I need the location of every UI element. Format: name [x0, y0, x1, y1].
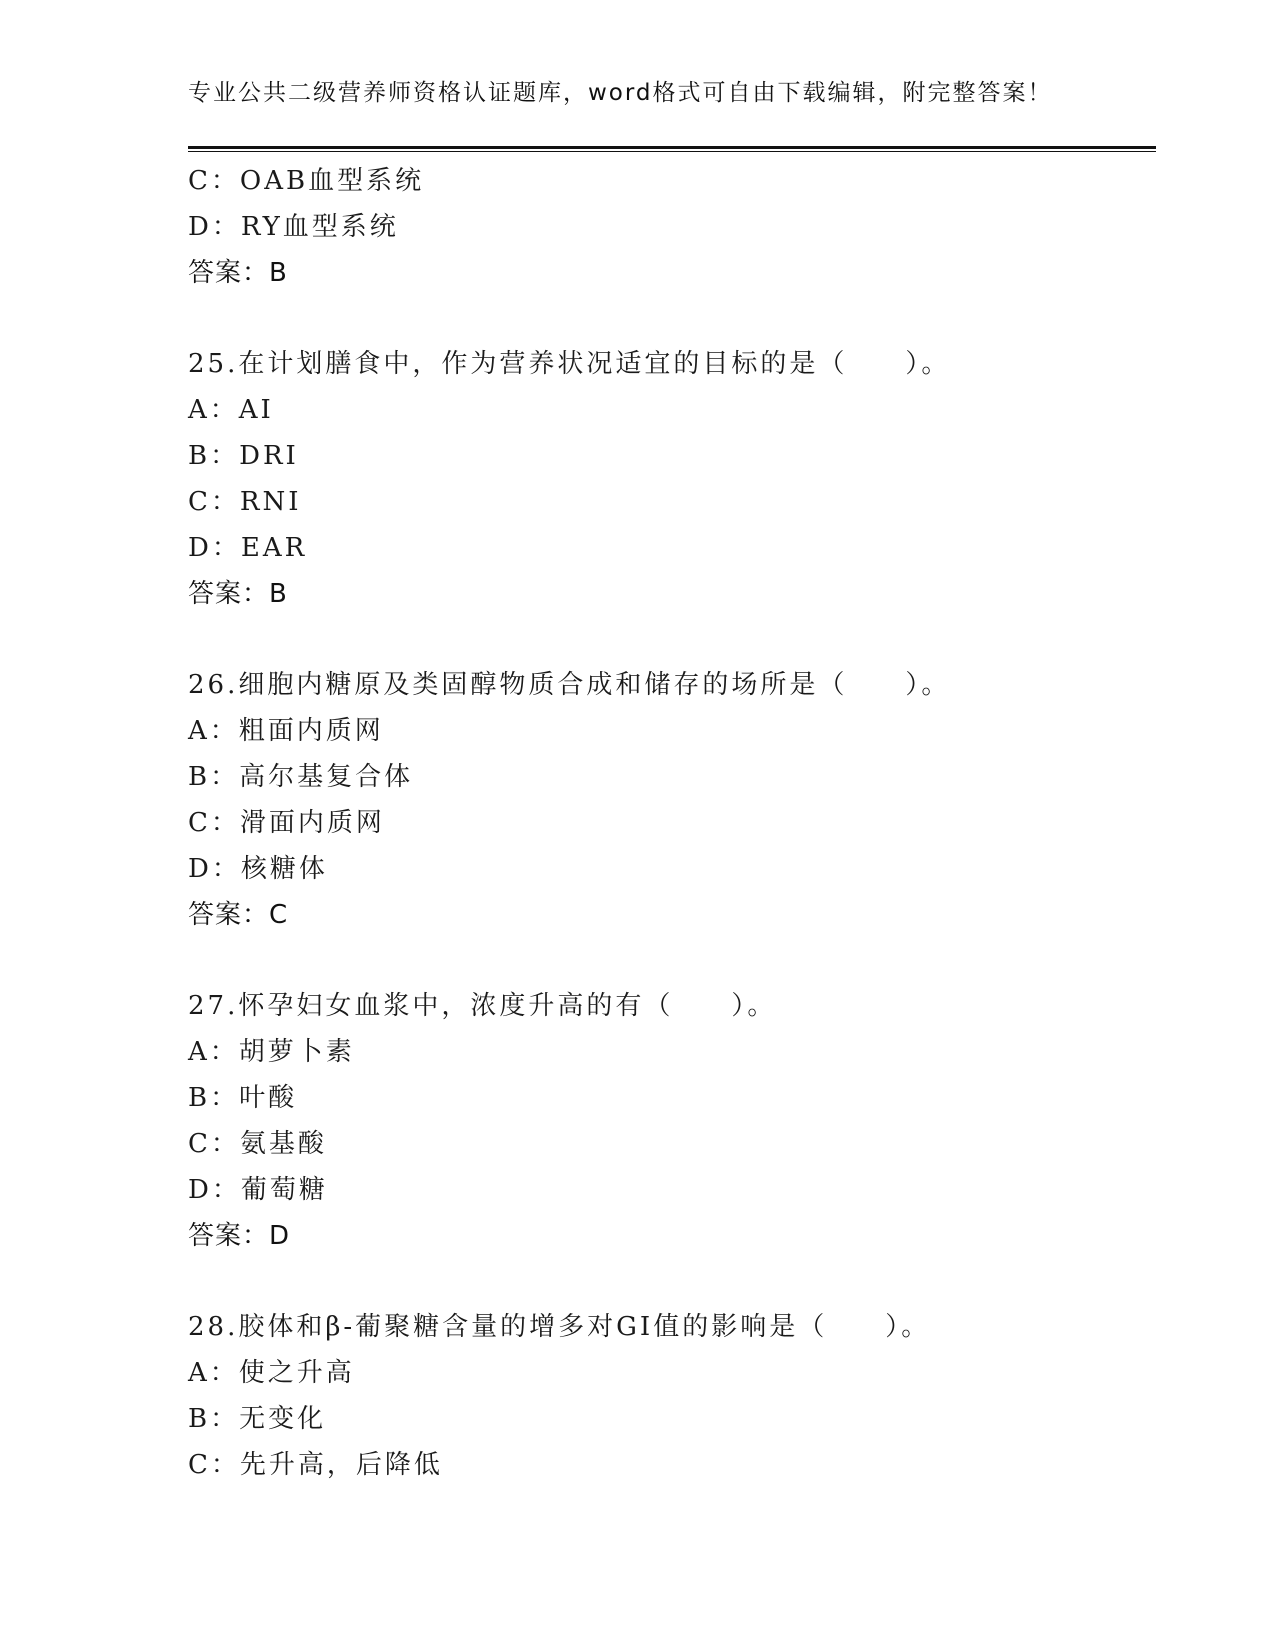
document-body: [188, 158, 1156, 1488]
question-stem: 27.怀孕妇女血浆中，浓度升高的有（ ）。: [188, 991, 777, 1021]
option-b: B：高尔基复合体: [188, 762, 414, 792]
option-d: D：RY血型系统: [188, 212, 399, 242]
answer-label: 答案：C: [188, 900, 289, 930]
option-a: A：使之升高: [188, 1358, 355, 1388]
question-block-24: [188, 158, 1156, 296]
question-stem: 28.胶体和β-葡聚糖含量的增多对GI值的影响是（ ）。: [188, 1312, 931, 1342]
question-block-25: [188, 341, 1156, 617]
option-d: D：EAR: [188, 533, 308, 563]
page-header-title: 专业公共二级营养师资格认证题库，word格式可自由下载编辑，附完整答案！: [188, 80, 1053, 106]
option-a: A：粗面内质网: [188, 716, 384, 746]
option-a: A：AI: [188, 395, 274, 425]
answer-label: 答案：B: [188, 258, 288, 288]
option-b: B：叶酸: [188, 1083, 298, 1113]
option-d: D：葡萄糖: [188, 1175, 328, 1205]
option-b: B：DRI: [188, 441, 299, 471]
header-divider-thin: [188, 151, 1156, 152]
option-c: C：RNI: [188, 487, 302, 517]
option-b: B：无变化: [188, 1404, 327, 1434]
question-block-27: [188, 983, 1156, 1259]
option-c: C：OAB血型系统: [188, 166, 425, 196]
option-d: D：核糖体: [188, 854, 328, 884]
question-stem: 26.细胞内糖原及类固醇物质合成和储存的场所是（ ）。: [188, 670, 951, 700]
header-divider-thick: [188, 146, 1156, 149]
answer-label: 答案：B: [188, 579, 288, 609]
question-block-28: [188, 1304, 1156, 1488]
option-a: A：胡萝卜素: [188, 1037, 355, 1067]
option-c: C：氨基酸: [188, 1129, 327, 1159]
question-block-26: [188, 662, 1156, 938]
option-c: C：滑面内质网: [188, 808, 385, 838]
question-stem: 25.在计划膳食中，作为营养状况适宜的目标的是（ ）。: [188, 349, 951, 379]
answer-label: 答案：D: [188, 1221, 291, 1251]
option-c: C：先升高，后降低: [188, 1450, 443, 1480]
